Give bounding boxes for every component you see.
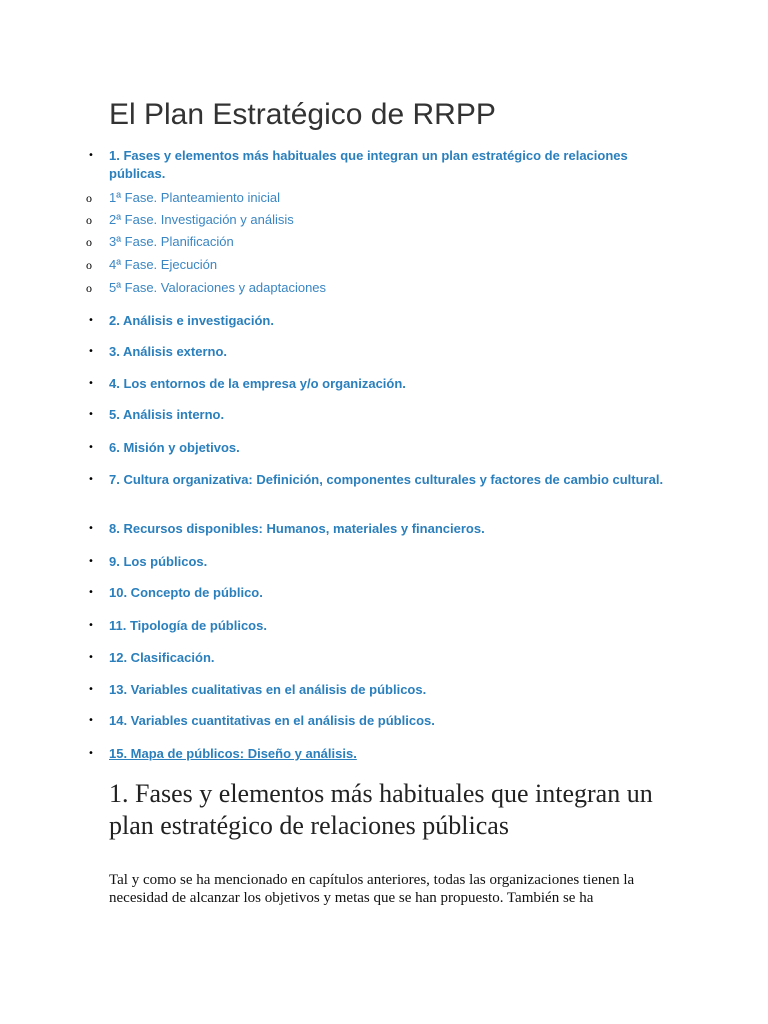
bullet-dot-icon: • [88,556,94,567]
toc-subitem-fase-2[interactable] [86,211,669,229]
toc-link-active[interactable]: 15. Mapa de públicos: Diseño y análisis. [109,746,357,761]
bullet-dot-icon: • [88,523,94,534]
bullet-dot-icon: • [88,652,94,663]
toc-subitem-fase-3[interactable] [86,233,669,251]
toc-item-9[interactable] [88,553,669,571]
toc-link[interactable]: 13. Variables cualitativas en el análisis de públicos. [109,682,427,697]
toc-link[interactable]: 8. Recursos disponibles: Humanos, materiales y financieros. [109,521,485,536]
toc-link[interactable]: 7. Cultura organizativa: Definición, componentes culturales y factores de cambio cultural. [109,472,664,487]
toc-item-4[interactable] [88,375,669,393]
toc-item-13[interactable] [88,681,669,699]
toc-link[interactable]: 11. Tipología de públicos. [109,618,267,633]
bullet-dot-icon: • [88,409,94,420]
toc-item-5[interactable] [88,406,669,424]
bullet-circle-icon: o [86,213,92,227]
bullet-dot-icon: • [88,684,94,695]
bullet-circle-icon: o [86,235,92,249]
toc-link[interactable]: 3. Análisis externo. [109,344,228,359]
bullet-dot-icon: • [88,442,94,453]
toc-item-14[interactable] [88,712,669,730]
bullet-dot-icon: • [88,315,94,326]
toc-link[interactable]: 14. Variables cuantitativas en el análisis de públicos. [109,713,435,728]
toc-item-2[interactable] [88,312,669,330]
toc-link[interactable]: 4. Los entornos de la empresa y/o organización. [109,376,406,391]
toc-item-7[interactable] [88,471,669,489]
bullet-dot-icon: • [88,748,94,759]
toc-item-1[interactable] [88,147,669,183]
bullet-dot-icon: • [88,474,94,485]
toc-link[interactable]: 5ª Fase. Valoraciones y adaptaciones [109,280,327,295]
toc-link[interactable]: 1. Fases y elementos más habituales que integran un plan estratégico de relaciones públicas. [109,148,628,181]
toc-link[interactable]: 5. Análisis interno. [109,407,225,422]
toc-link[interactable]: 9. Los públicos. [109,554,208,569]
toc-link[interactable]: 2. Análisis e investigación. [109,313,274,328]
toc-item-12[interactable] [88,649,669,667]
bullet-dot-icon: • [88,346,94,357]
bullet-dot-icon: • [88,587,94,598]
bullet-dot-icon: • [88,620,94,631]
toc-link[interactable]: 3ª Fase. Planificación [109,234,234,249]
section-heading: 1. Fases y elementos más habituales que integran un plan estratégico de relaciones públicas [109,779,653,840]
toc-item-15[interactable] [88,745,669,763]
bullet-circle-icon: o [86,281,92,295]
page-title: El Plan Estratégico de RRPP [109,98,496,131]
toc-item-3[interactable] [88,343,669,361]
bullet-dot-icon: • [88,715,94,726]
toc-item-8[interactable] [88,520,669,538]
toc-link[interactable]: 2ª Fase. Investigación y análisis [109,212,294,227]
toc-subitem-fase-1[interactable] [86,189,669,207]
toc-link[interactable]: 1ª Fase. Planteamiento inicial [109,190,281,205]
bullet-dot-icon: • [88,150,94,161]
toc-subitem-fase-4[interactable] [86,256,669,274]
toc-link[interactable]: 10. Concepto de público. [109,585,263,600]
toc-subitem-fase-5[interactable] [86,279,669,297]
toc-item-11[interactable] [88,617,669,635]
bullet-circle-icon: o [86,258,92,272]
body-paragraph: Tal y como se ha mencionado en capítulos anteriores, todas las organizaciones tienen la necesidad de alcanzar los objetivos y metas que se han propuesto. También se ha [109,872,635,906]
toc-link[interactable]: 4ª Fase. Ejecución [109,257,218,272]
bullet-circle-icon: o [86,191,92,205]
toc-item-6[interactable] [88,439,669,457]
toc-item-10[interactable] [88,584,669,602]
toc-link[interactable]: 12. Clasificación. [109,650,215,665]
bullet-dot-icon: • [88,378,94,389]
toc-link[interactable]: 6. Misión y objetivos. [109,440,240,455]
